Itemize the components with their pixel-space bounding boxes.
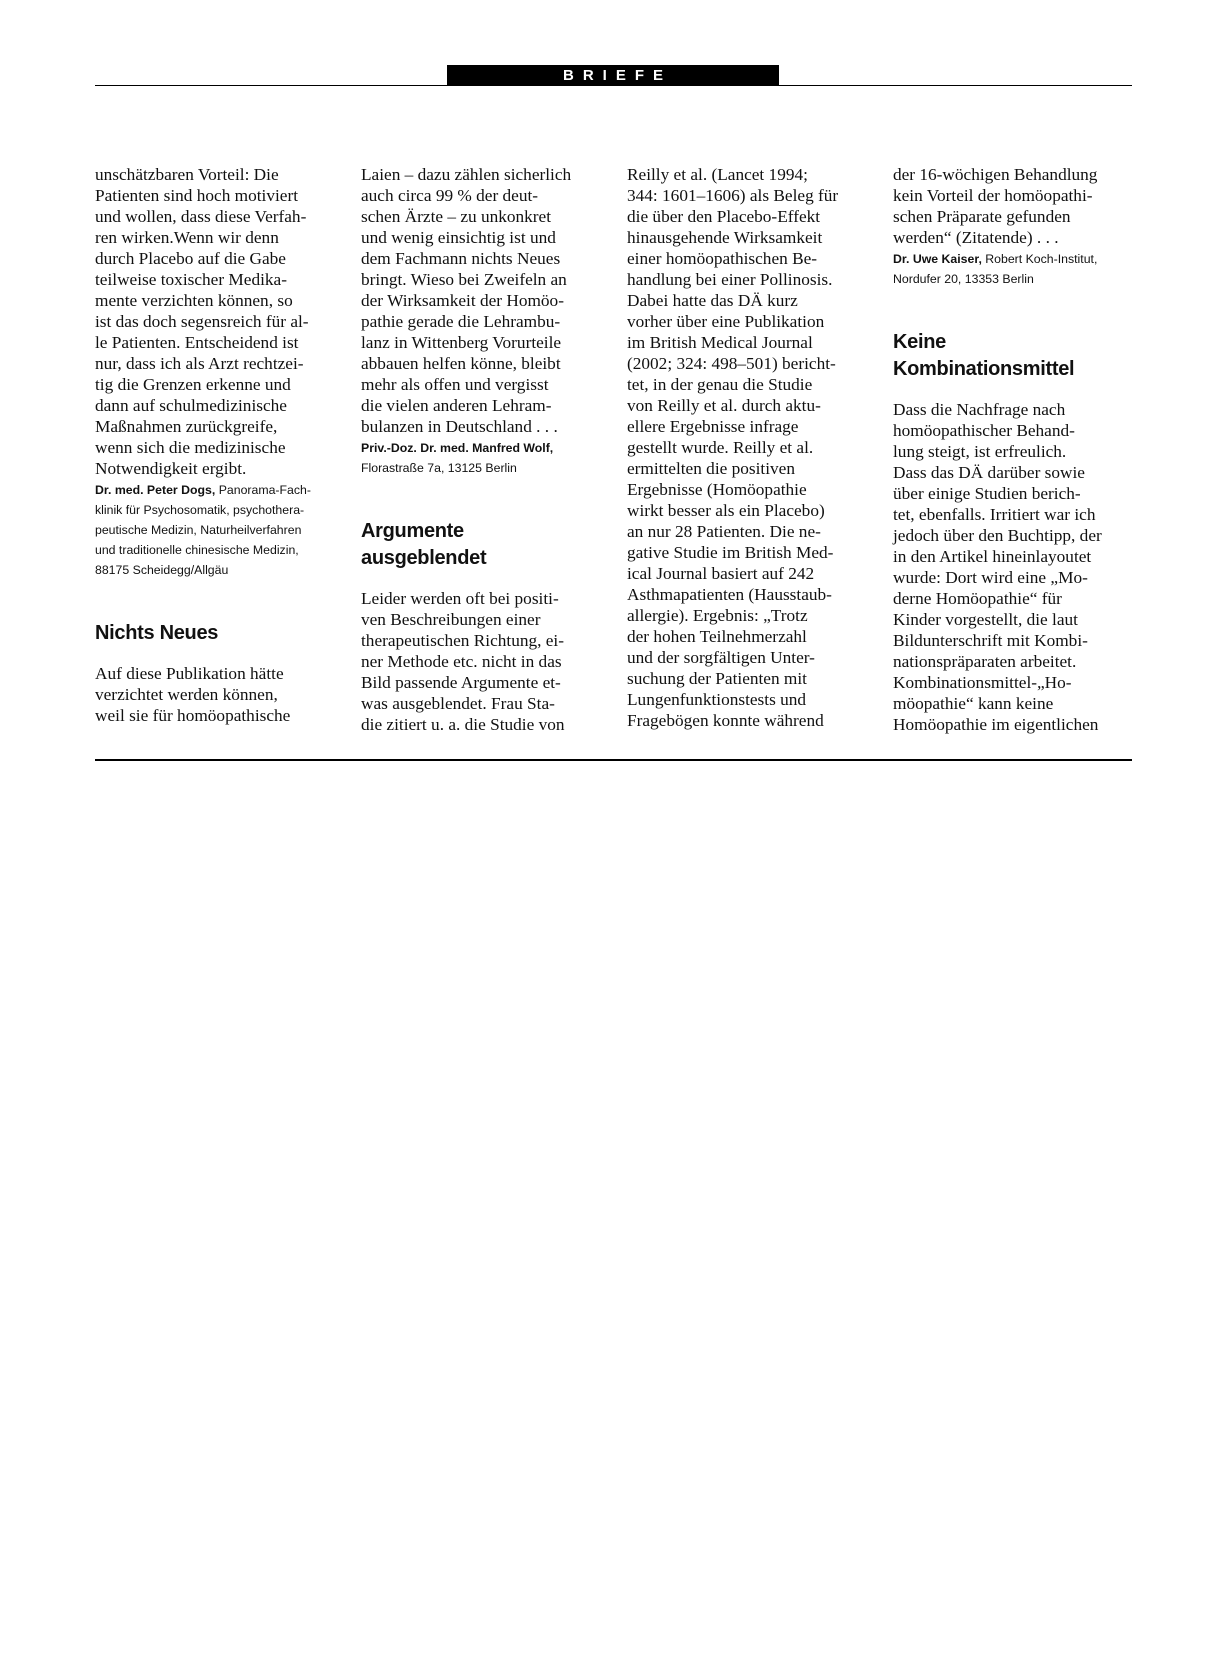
section-label: BRIEFE [447, 65, 779, 86]
letter-heading [361, 518, 597, 572]
text-line: le Patienten. Entscheidend ist [95, 333, 299, 352]
text-line: an nur 28 Patienten. Die ne- [627, 522, 821, 541]
text-line: gative Studie im British Med- [627, 543, 834, 562]
heading-line: Keine [893, 331, 946, 353]
letter-signature [95, 480, 331, 580]
text-line: Auf diese Publikation hätte [95, 664, 284, 683]
letter-text [627, 164, 863, 731]
text-line: schen Präparate gefunden [893, 207, 1071, 226]
text-line: Dass die Nachfrage nach [893, 400, 1066, 419]
text-line: ist das doch segensreich für al- [95, 312, 309, 331]
text-line: lung steigt, ist erfreulich. [893, 442, 1067, 461]
text-line: teilweise toxischer Medika- [95, 270, 287, 289]
letter-text [95, 663, 331, 726]
letter-signature [893, 249, 1129, 289]
text-line: Ergebnisse (Homöopathie [627, 480, 807, 499]
text-line: wirkt besser als ein Placebo) [627, 501, 825, 520]
text-line: hinausgehende Wirksamkeit [627, 228, 823, 247]
signature-line: und traditionelle chinesische Medizin, [95, 543, 299, 557]
heading-line: ausgeblendet [361, 547, 487, 569]
text-line: Kombinationsmittel-„Ho- [893, 673, 1072, 692]
text-line: (2002; 324: 498–501) bericht- [627, 354, 836, 373]
text-line: ical Journal basiert auf 242 [627, 564, 815, 583]
letter-text [893, 164, 1129, 248]
text-line: homöopathischer Behand- [893, 421, 1075, 440]
text-line: jedoch über den Buchtipp, der [893, 526, 1102, 545]
bottom-rule [95, 759, 1132, 761]
letter-text [95, 164, 331, 479]
text-line: Laien – dazu zählen sicherlich [361, 165, 572, 184]
heading-line: Nichts Neues [95, 622, 219, 644]
text-line: Homöopathie im eigentlichen [893, 715, 1099, 734]
signature-line: Nordufer 20, 13353 Berlin [893, 272, 1034, 286]
signature-line: peutische Medizin, Naturheilverfahren [95, 523, 302, 537]
text-line: mente verzichten können, so [95, 291, 293, 310]
text-line: ellere Ergebnisse infrage [627, 417, 799, 436]
text-line: Asthmapatienten (Hausstaub- [627, 585, 832, 604]
text-line: von Reilly et al. durch aktu- [627, 396, 821, 415]
text-line: verzichtet werden können, [95, 685, 278, 704]
text-line: werden“ (Zitatende) . . . [893, 228, 1059, 247]
text-line: Leider werden oft bei positi- [361, 589, 559, 608]
text-line: die über den Placebo-Effekt [627, 207, 821, 226]
text-line: gestellt wurde. Reilly et al. [627, 438, 814, 457]
text-line: der hohen Teilnehmerzahl [627, 627, 807, 646]
text-line: abbauen helfen könne, bleibt [361, 354, 561, 373]
text-line: allergie). Ergebnis: „Trotz [627, 606, 808, 625]
text-line: dann auf schulmedizinische [95, 396, 287, 415]
text-line: derne Homöopathie“ für [893, 589, 1062, 608]
letter-text [361, 588, 597, 735]
text-line: bringt. Wieso bei Zweifeln an [361, 270, 567, 289]
signature-name: Dr. Uwe Kaiser, [893, 252, 982, 266]
text-line: einer homöopathischen Be- [627, 249, 818, 268]
text-line: möopathie“ kann keine [893, 694, 1054, 713]
text-line: über einige Studien berich- [893, 484, 1081, 503]
letter-signature [361, 438, 597, 478]
text-line: dem Fachmann nichts Neues [361, 249, 561, 268]
text-line: Lungenfunktionstests und [627, 690, 807, 709]
text-line: im British Medical Journal [627, 333, 813, 352]
text-line: die zitiert u. a. die Studie von [361, 715, 565, 734]
letter-heading [893, 329, 1129, 383]
text-line: vorher über eine Publikation [627, 312, 825, 331]
text-line: tet, in der genau die Studie [627, 375, 813, 394]
signature-name: Priv.-Doz. Dr. med. Manfred Wolf, [361, 441, 554, 455]
text-line: Maßnahmen zurückgreife, [95, 417, 278, 436]
text-line: und wollen, dass diese Verfah- [95, 207, 307, 226]
heading-line: Argumente [361, 520, 464, 542]
text-line: auch circa 99 % der deut- [361, 186, 539, 205]
text-line: Bildunterschrift mit Kombi- [893, 631, 1088, 650]
text-line: was ausgeblendet. Frau Sta- [361, 694, 555, 713]
text-line: 344: 1601–1606) als Beleg für [627, 186, 839, 205]
text-line: ermittelten die positiven [627, 459, 795, 478]
text-line: nationspräparaten arbeitet. [893, 652, 1077, 671]
letter-text [361, 164, 597, 437]
text-line: der Wirksamkeit der Homöo- [361, 291, 564, 310]
column-3 [627, 164, 863, 731]
text-line: wenn sich die medizinische [95, 438, 286, 457]
text-line: durch Placebo auf die Gabe [95, 249, 286, 268]
text-line: ner Methode etc. nicht in das [361, 652, 562, 671]
text-line: wurde: Dort wird eine „Mo- [893, 568, 1088, 587]
text-line: die vielen anderen Lehram- [361, 396, 552, 415]
signature-line: Florastraße 7a, 13125 Berlin [361, 461, 517, 475]
signature-line: klinik für Psychosomatik, psychothera- [95, 503, 305, 517]
text-line: in den Artikel hineinlayoutet [893, 547, 1092, 566]
text-line: handlung bei einer Pollinosis. [627, 270, 833, 289]
column-4 [893, 164, 1129, 735]
text-line: lanz in Wittenberg Vorurteile [361, 333, 562, 352]
text-line: kein Vorteil der homöopathi- [893, 186, 1093, 205]
text-line: suchung der Patienten mit [627, 669, 807, 688]
text-line: therapeutischen Richtung, ei- [361, 631, 564, 650]
text-line: bulanzen in Deutschland . . . [361, 417, 558, 436]
text-line: Notwendigkeit ergibt. [95, 459, 247, 478]
column-2 [361, 164, 597, 735]
text-line: tig die Grenzen erkenne und [95, 375, 291, 394]
text-line: ven Beschreibungen einer [361, 610, 541, 629]
text-line: tet, ebenfalls. Irritiert war ich [893, 505, 1096, 524]
text-line: und wenig einsichtig ist und [361, 228, 556, 247]
text-line: Bild passende Argumente et- [361, 673, 561, 692]
text-line: mehr als offen und vergisst [361, 375, 549, 394]
text-line: und der sorgfältigen Unter- [627, 648, 815, 667]
text-line: der 16-wöchigen Behandlung [893, 165, 1098, 184]
text-line: weil sie für homöopathische [95, 706, 291, 725]
text-line: Fragebögen konnte während [627, 711, 824, 730]
text-line: schen Ärzte – zu unkonkret [361, 207, 552, 226]
text-line: Dabei hatte das DÄ kurz [627, 291, 798, 310]
text-line: unschätzbaren Vorteil: Die [95, 165, 279, 184]
text-line: Kinder vorgestellt, die laut [893, 610, 1078, 629]
text-line: Reilly et al. (Lancet 1994; [627, 165, 808, 184]
column-1 [95, 164, 331, 726]
text-line: Dass das DÄ darüber sowie [893, 463, 1085, 482]
letter-heading [95, 620, 331, 647]
text-line: nur, dass ich als Arzt rechtzei- [95, 354, 304, 373]
signature-line: Panorama-Fach- [215, 483, 311, 497]
signature-line: 88175 Scheidegg/Allgäu [95, 563, 229, 577]
signature-name: Dr. med. Peter Dogs, [95, 483, 216, 497]
signature-line: Robert Koch-Institut, [981, 252, 1098, 266]
text-line: pathie gerade die Lehrambu- [361, 312, 561, 331]
text-line: ren wirken.Wenn wir denn [95, 228, 279, 247]
text-line: Patienten sind hoch motiviert [95, 186, 299, 205]
letter-text [893, 399, 1129, 735]
heading-line: Kombinationsmittel [893, 358, 1075, 380]
